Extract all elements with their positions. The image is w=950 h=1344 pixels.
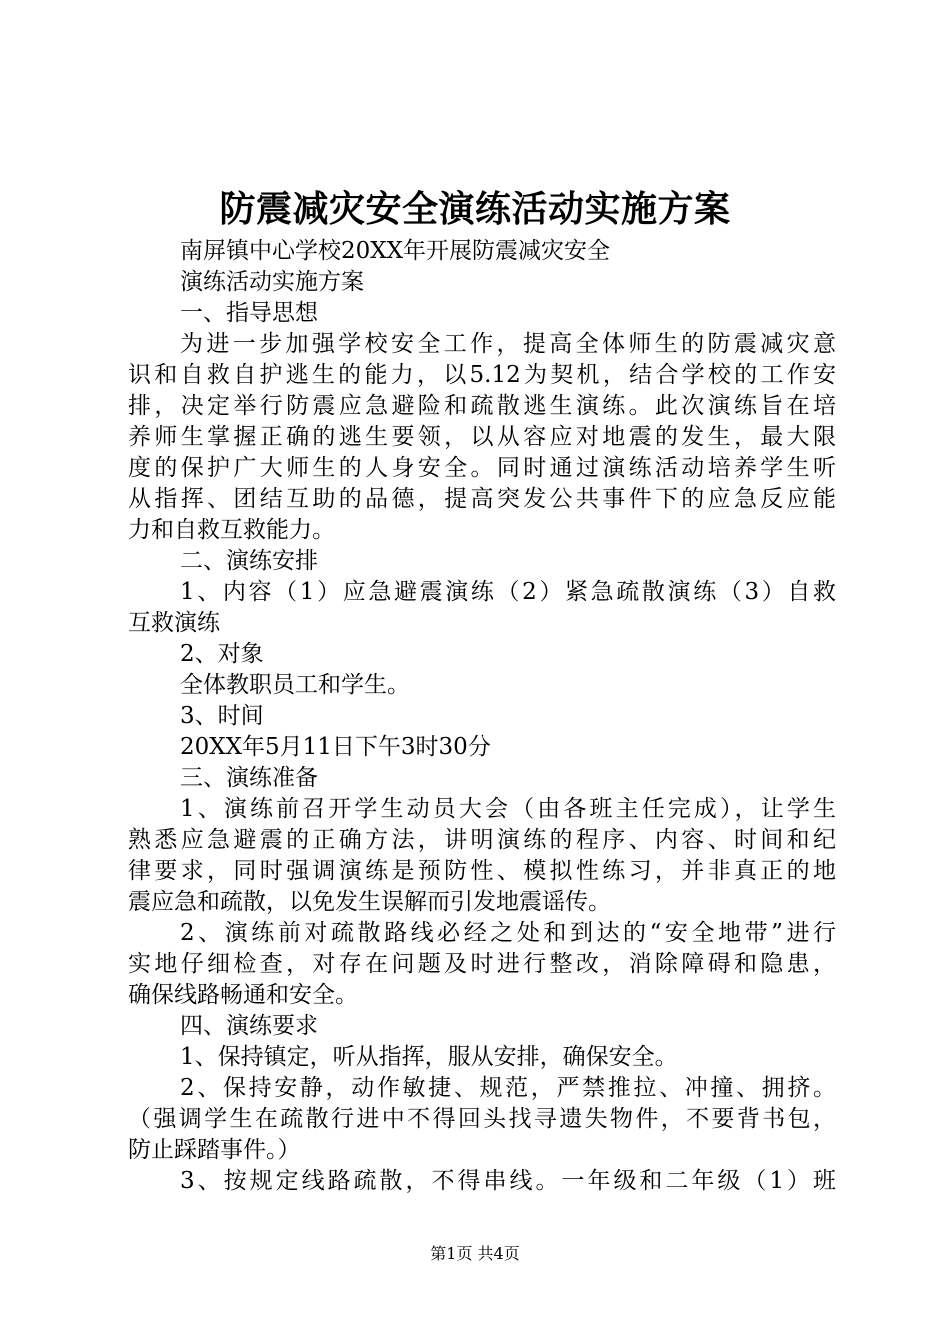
paragraph-line: 2、保持安静，动作敏捷、规范，严禁推拉、冲撞、拥挤。 xyxy=(180,1075,836,1101)
page-number: 第1页 共4页 xyxy=(430,1244,520,1263)
document-title: 防震减灾安全演练活动实施方案 xyxy=(219,188,731,230)
paragraph-line: 力和自救互救能力。 xyxy=(128,517,335,543)
paragraph-line: 熟悉应急避震的正确方法，讲明演练的程序、内容、时间和纪 xyxy=(128,827,836,853)
paragraph-line: 全体教职员工和学生。 xyxy=(180,672,410,698)
paragraph-line: 2、演练前对疏散路线必经之处和到达的“安全地带”进行 xyxy=(180,920,836,946)
paragraph-line: 排，决定举行防震应急避险和疏散逃生演练。此次演练旨在培 xyxy=(128,393,836,419)
paragraph-line: 为进一步加强学校安全工作，提高全体师生的防震减灾意 xyxy=(180,331,836,357)
paragraph-line: 律要求，同时强调演练是预防性、模拟性练习，并非真正的地 xyxy=(128,858,836,884)
paragraph-line: （强调学生在疏散行进中不得回头找寻遗失物件，不要背书包， xyxy=(128,1106,836,1132)
paragraph-line: 互救演练 xyxy=(128,610,220,636)
paragraph-line: 养师生掌握正确的逃生要领，以从容应对地震的发生，最大限 xyxy=(128,424,836,450)
subtitle-line-1: 南屏镇中心学校20XX年开展防震减灾安全 xyxy=(180,238,611,264)
section-heading-4: 四、演练要求 xyxy=(180,1013,318,1039)
paragraph-line: 确保线路畅通和安全。 xyxy=(128,982,358,1008)
section-heading-3: 三、演练准备 xyxy=(180,765,318,791)
paragraph-line: 震应急和疏散，以免发生误解而引发地震谣传。 xyxy=(128,889,611,915)
paragraph-line: 识和自救自护逃生的能力，以5.12为契机，结合学校的工作安 xyxy=(128,362,836,388)
paragraph-line: 3、按规定线路疏散，不得串线。一年级和二年级（1）班 xyxy=(180,1168,836,1194)
paragraph-line: 3、时间 xyxy=(180,703,264,729)
paragraph-line: 1、内容（1）应急避震演练（2）紧急疏散演练（3）自救 xyxy=(180,579,836,605)
paragraph-line: 1、演练前召开学生动员大会（由各班主任完成），让学生 xyxy=(180,796,836,822)
paragraph-line: 从指挥、团结互助的品德，提高突发公共事件下的应急反应能 xyxy=(128,486,836,512)
paragraph-line: 度的保护广大师生的人身安全。同时通过演练活动培养学生听 xyxy=(128,455,836,481)
paragraph-line: 防止踩踏事件。） xyxy=(128,1137,301,1163)
section-heading-1: 一、指导思想 xyxy=(180,300,318,326)
document-body xyxy=(128,236,836,1197)
paragraph-line: 实地仔细检查，对存在问题及时进行整改，消除障碍和隐患， xyxy=(128,951,836,977)
paragraph-line: 1、保持镇定，听从指挥，服从安排，确保安全。 xyxy=(180,1044,678,1070)
paragraph-line: 2、对象 xyxy=(180,641,264,667)
section-heading-2: 二、演练安排 xyxy=(180,548,318,574)
paragraph-line: 20XX年5月11日下午3时30分 xyxy=(180,734,491,760)
subtitle-line-2: 演练活动实施方案 xyxy=(180,269,364,295)
